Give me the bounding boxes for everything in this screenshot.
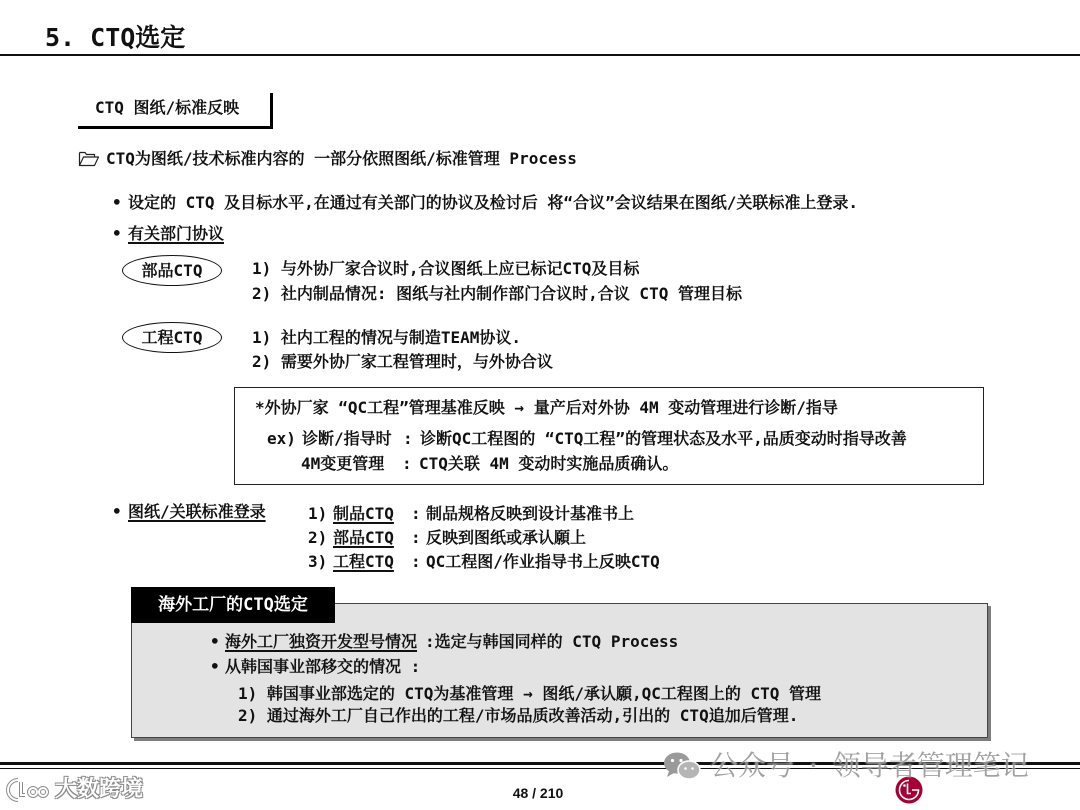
- registration-term: 制品CTQ: [333, 504, 394, 523]
- registration-item: [308, 528, 586, 548]
- overseas-transfer-case: • 从韩国事业部移交的情况 :: [225, 657, 420, 677]
- supplier-headline: *外协厂家 “QC工程”管理基准反映 → 量产后对外协 4M 变动管理进行诊断/指导: [255, 398, 838, 417]
- transfer-step: 1) 韩国事业部选定的 CTQ为基准管理 → 图纸/承认願,QC工程图上的 CTQ 管理: [238, 684, 822, 703]
- process-ctq-item: 2) 需要外协厂家工程管理时，与外协合议: [252, 352, 553, 371]
- registration-sep: :: [411, 552, 421, 571]
- brand-watermark: 大数跨境: [55, 777, 144, 802]
- registration-desc: 反映到图纸或承认願上: [426, 528, 587, 547]
- setting-bullet: • 设定的 CTQ 及目标水平,在通过有关部门的协议及检讨后 将“合议”会议结果在图纸/关联标准上登录.: [128, 193, 858, 213]
- section-heading: CTQ 图纸/标准反映: [95, 98, 240, 117]
- registration-num: 3): [308, 552, 328, 571]
- transfer-step: 2) 通过海外工厂自己作出的工程/市场品质改善活动,引出的 CTQ追加后管理.: [238, 706, 799, 725]
- registration-term: 工程CTQ: [333, 552, 394, 571]
- part-ctq-item: 1) 与外协厂家合议时,合议图纸上应已标记CTQ及目标: [252, 259, 640, 278]
- overseas-panel: [131, 603, 988, 738]
- example-prefix: ex): [267, 429, 296, 448]
- registration-desc: 制品规格反映到设计基准书上: [426, 504, 635, 523]
- example-row-sep: :: [402, 454, 412, 473]
- brand-logo-icon: [4, 775, 52, 805]
- page-title: 5. CTQ选定: [45, 23, 186, 52]
- registration-num: 1): [308, 504, 328, 523]
- process-ctq-item: 1) 社内工程的情况与制造TEAM协议.: [252, 328, 522, 347]
- registration-item: [308, 552, 660, 572]
- part-ctq-oval: 部品CTQ: [122, 255, 222, 286]
- dept-agreement-label: • 有关部门协议: [128, 224, 224, 244]
- supplier-qc-box: [234, 387, 984, 485]
- overseas-tab: 海外工厂的CTQ选定: [131, 587, 335, 623]
- example-row-label: 诊断/指导时: [302, 429, 392, 448]
- registration-item: [308, 504, 634, 524]
- registration-desc: QC工程图/作业指导书上反映CTQ: [426, 552, 660, 571]
- example-row-sep: :: [403, 429, 413, 448]
- section-heading-box: [78, 93, 273, 129]
- independent-text: :选定与韩国同样的 CTQ Process: [425, 632, 679, 651]
- part-ctq-item: 2) 社内制品情况: 图纸与社内制作部门合议时,合议 CTQ 管理目标: [252, 284, 742, 303]
- registration-sep: :: [411, 504, 421, 523]
- overseas-independent-case: [225, 632, 678, 652]
- registration-label: • 图纸/关联标准登录: [128, 502, 266, 522]
- example-row: [301, 454, 678, 474]
- wechat-watermark: 公众号 · 领导者管理笔记: [710, 749, 1029, 782]
- example-row-value: 诊断QC工程图的 “CTQ工程”的管理状态及水平,品质变动时指导改善: [420, 429, 907, 448]
- registration-num: 2): [308, 528, 328, 547]
- independent-label: 海外工厂独资开发型号情况: [225, 632, 418, 651]
- process-ctq-oval: 工程CTQ: [122, 322, 222, 353]
- registration-sep: :: [411, 528, 421, 547]
- example-row-value: CTQ关联 4M 变动时实施品质确认。: [419, 454, 679, 473]
- example-row: [302, 429, 907, 449]
- page-number: 48 / 210: [512, 785, 564, 801]
- intro-text: CTQ为图纸/技术标准内容的 一部分依照图纸/标准管理 Process: [106, 149, 577, 168]
- example-row-label: 4M变更管理: [301, 454, 385, 473]
- folder-open-icon: [78, 151, 100, 167]
- registration-term: 部品CTQ: [333, 528, 394, 547]
- title-rule: [0, 54, 1080, 56]
- wechat-icon: [662, 750, 702, 782]
